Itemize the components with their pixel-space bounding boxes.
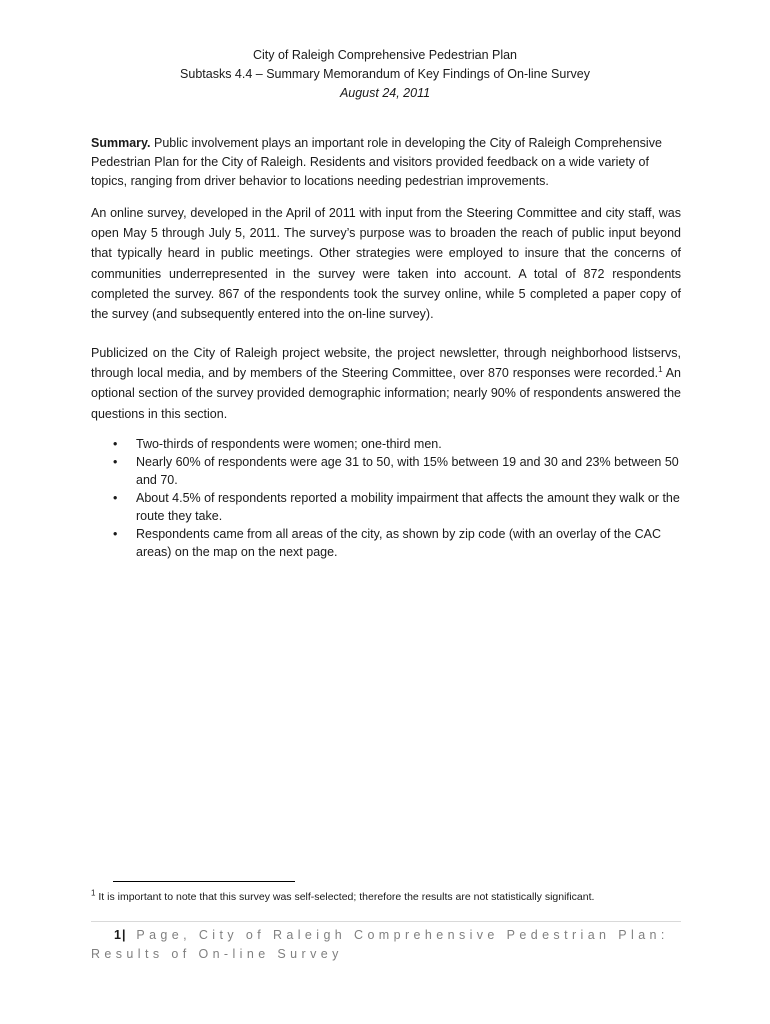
list-item <box>113 489 683 525</box>
header-title: City of Raleigh Comprehensive Pedestrian Plan <box>252 48 518 62</box>
list-item-text: Nearly 60% of respondents were age 31 to 50, with 15% between 19 and 30 and 23% between 50 and 70. <box>136 455 679 487</box>
publicity-text-a: Publicized on the City of Raleigh project website, the project newsletter, through neighborhood listservs, through local media, and by members of the Steering Committee, over 870 responses were recorded. <box>91 346 681 381</box>
survey-paragraph-text: An online survey, developed in the April of 2011 with input from the Steering Committee and city staff, was open May 5 through July 5, 2011. The survey’s purpose was to broaden the reach of public input beyond that typically heard in public meetings. Other strategies were employed to insure that the concerns of communities underrepresented in the survey were taken into account. A total of 872 respondents completed the survey. 867 of the respondents took the survey online, while 5 completed a paper copy of the survey (and subsequently entered into the on-line survey). <box>91 206 681 322</box>
publicity-paragraph <box>91 343 681 424</box>
page-footer <box>91 926 691 964</box>
footnote-separator <box>113 881 295 882</box>
bullet-icon: • <box>113 455 118 469</box>
footnote-reference: 1 <box>658 365 663 375</box>
summary-lead: Summary. <box>91 136 151 150</box>
list-item-text: Two-thirds of respondents were women; one-third men. <box>136 437 442 451</box>
document-header <box>0 46 770 103</box>
summary-text: Public involvement plays an important role in developing the City of Raleigh Comprehensive Pedestrian Plan for the City of Raleigh. Residents and visitors provided feedback on a wide variety of topics, ranging from driver behavior to locations needing pedestrian improvements. <box>91 136 662 188</box>
header-date: August 24, 2011 <box>339 86 431 100</box>
footnote-text: It is important to note that this survey was self-selected; therefore the results are not statistically significant. <box>95 891 595 903</box>
bullet-icon: • <box>113 527 118 541</box>
bullet-icon: • <box>113 437 118 451</box>
list-item-text: Respondents came from all areas of the city, as shown by zip code (with an overlay of the CAC areas) on the map on the next page. <box>136 527 662 559</box>
publicity-text-b: An optional section of the survey provided demographic information; nearly 90% of respondents answered the questions in this section. <box>91 366 681 421</box>
list-item <box>113 453 683 489</box>
list-item-text: About 4.5% of respondents reported a mobility impairment that affects the amount they walk or the route they take. <box>136 491 680 523</box>
page-number: 1 <box>114 928 122 942</box>
footnote-marker: 1 <box>91 888 96 898</box>
footnote <box>91 890 691 904</box>
summary-paragraph <box>91 134 681 191</box>
survey-paragraph <box>91 203 681 324</box>
footer-divider <box>91 921 681 922</box>
footer-text: Page, City of Raleigh Comprehensive Pedestrian Plan: Results of On-line Survey <box>91 928 669 961</box>
list-item <box>113 435 683 453</box>
footer-separator: | <box>121 928 129 942</box>
demographics-list <box>113 435 683 561</box>
list-item <box>113 525 683 561</box>
bullet-icon: • <box>113 491 118 505</box>
header-subtitle: Subtasks 4.4 – Summary Memorandum of Key Findings of On-line Survey <box>180 67 590 81</box>
